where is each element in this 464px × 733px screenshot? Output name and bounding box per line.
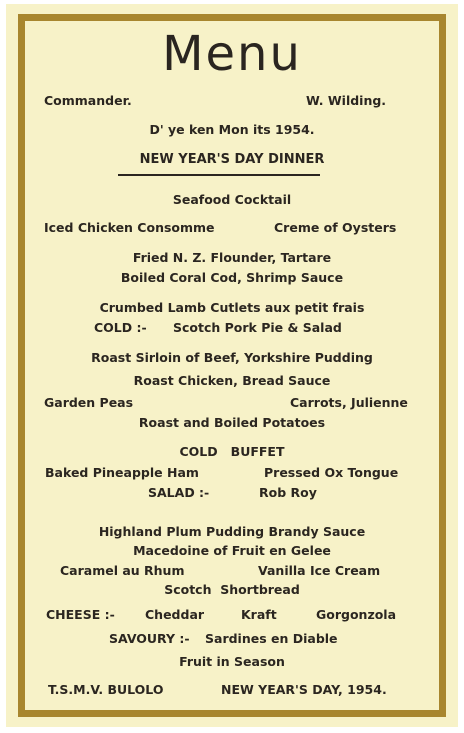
menu-item-sardines: Sardines en Diable <box>205 631 338 646</box>
dinner-heading: NEW YEAR'S DAY DINNER <box>139 152 325 167</box>
menu-title: Menu <box>162 26 302 82</box>
menu-item-potatoes: Roast and Boiled Potatoes <box>138 415 326 430</box>
menu-item-plum-pudding: Highland Plum Pudding Brandy Sauce <box>98 524 366 539</box>
commander-label: Commander. <box>44 93 132 108</box>
cold-label: COLD :- <box>94 320 147 335</box>
menu-item-macedoine: Macedoine of Fruit en Gelee <box>133 543 331 558</box>
menu-item-fruit: Fruit in Season <box>179 654 285 669</box>
menu-item-sirloin: Roast Sirloin of Beef, Yorkshire Pudding <box>91 350 373 365</box>
menu-item-shortbread: Scotch Shortbread <box>164 582 300 597</box>
subtitle: D' ye ken Mon its 1954. <box>149 122 315 137</box>
menu-item-seafood: Seafood Cocktail <box>172 192 292 207</box>
heading-underline <box>118 174 320 176</box>
menu-item-pork-pie: Scotch Pork Pie & Salad <box>173 320 342 335</box>
menu-item-peas: Garden Peas <box>44 395 134 410</box>
menu-item-ox-tongue: Pressed Ox Tongue <box>264 465 399 480</box>
salad-label: SALAD :- <box>148 485 210 500</box>
menu-item-kraft: Kraft <box>241 607 277 622</box>
menu-item-cheddar: Cheddar <box>145 607 205 622</box>
footer-ship: T.S.M.V. BULOLO <box>48 682 164 697</box>
menu-item-ham: Baked Pineapple Ham <box>45 465 199 480</box>
menu-item-oysters: Creme of Oysters <box>274 220 397 235</box>
savoury-label: SAVOURY :- <box>109 631 190 646</box>
menu-item-vanilla: Vanilla Ice Cream <box>258 563 381 578</box>
menu-item-cod: Boiled Coral Cod, Shrimp Sauce <box>120 270 344 285</box>
menu-item-carrots: Carrots, Julienne <box>290 395 408 410</box>
menu-item-iced-chicken: Iced Chicken Consomme <box>44 220 215 235</box>
cheese-label: CHEESE :- <box>46 607 115 622</box>
menu-item-gorgonzola: Gorgonzola <box>316 607 397 622</box>
footer-date: NEW YEAR'S DAY, 1954. <box>221 682 387 697</box>
cold-buffet-heading: COLD BUFFET <box>179 444 285 459</box>
menu-item-lamb: Crumbed Lamb Cutlets aux petit frais <box>99 300 365 315</box>
menu-item-caramel: Caramel au Rhum <box>60 563 185 578</box>
menu-card <box>6 4 458 727</box>
menu-item-flounder: Fried N. Z. Flounder, Tartare <box>132 250 332 265</box>
commander-name: W. Wilding. <box>306 93 387 108</box>
menu-item-rob-roy: Rob Roy <box>259 485 317 500</box>
menu-item-roast-chicken: Roast Chicken, Bread Sauce <box>133 373 331 388</box>
